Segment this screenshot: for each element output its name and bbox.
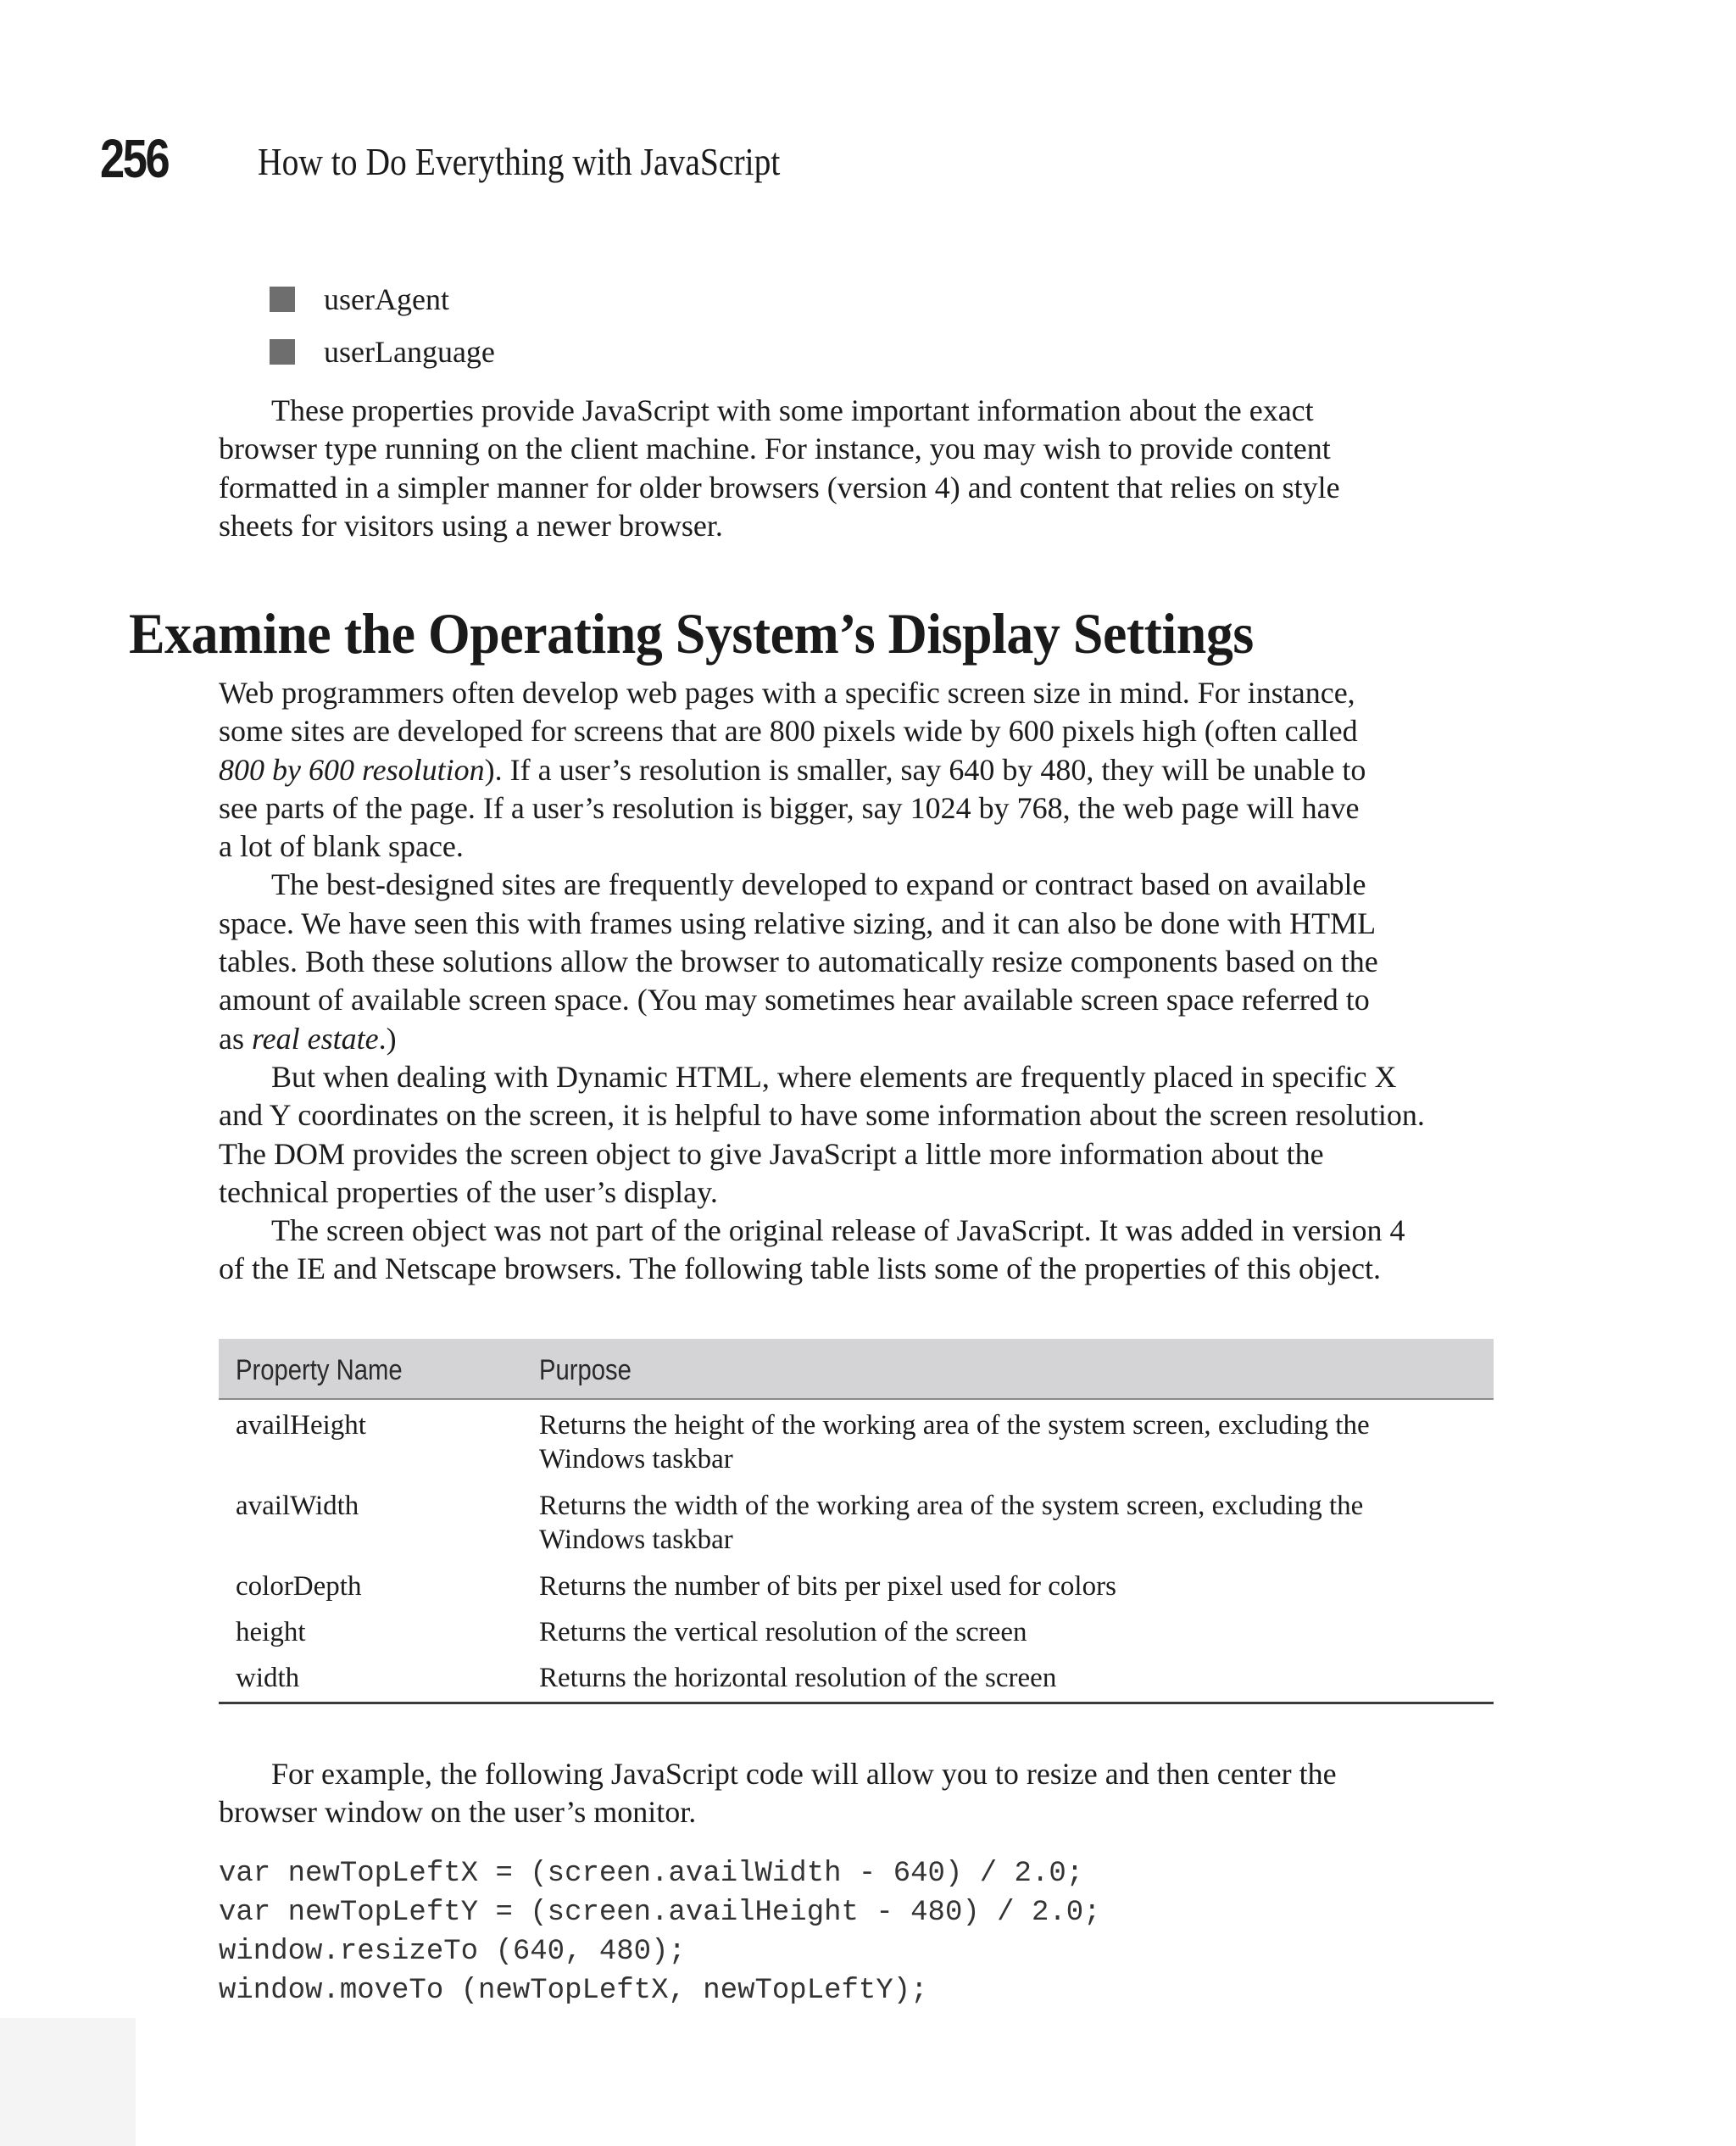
text-line: see parts of the page. If a user’s resolution is bigger, say 1024 by 768, the web page will have	[219, 790, 1360, 825]
text-line	[219, 1020, 1490, 1058]
book-title: How to Do Everything with JavaScript	[258, 140, 781, 183]
text-line: formatted in a simpler manner for older browsers (version 4) and content that relies on style	[219, 470, 1340, 504]
text-span: .)	[378, 1021, 397, 1056]
table-row	[219, 1485, 1494, 1566]
code-line: var newTopLeftY = (screen.availHeight - 480) / 2.0;	[219, 1897, 1101, 1929]
table-row	[219, 1405, 1494, 1485]
text-line: But when dealing with Dynamic HTML, where elements are frequently placed in specific X	[271, 1059, 1397, 1094]
purpose-cell-continuation: Windows taskbar	[539, 1524, 733, 1555]
table-row	[219, 1658, 1494, 1703]
section-body	[219, 674, 1490, 1289]
text-line: of the IE and Netscape browsers. The following table lists some of the properties of this object.	[219, 1251, 1381, 1286]
purpose-cell: Returns the number of bits per pixel used for colors	[539, 1571, 1116, 1602]
list-item-text: userAgent	[324, 282, 449, 316]
text-line: and Y coordinates on the screen, it is helpful to have some information about the screen resolution.	[219, 1098, 1425, 1133]
page-number: 256	[100, 128, 169, 189]
text-span: as	[219, 1021, 252, 1056]
text-line: tables. Both these solutions allow the browser to automatically resize components based on the	[219, 945, 1378, 979]
property-name-cell: colorDepth	[236, 1571, 362, 1602]
text-line: The screen object was not part of the original release of JavaScript. It was added in version 4	[271, 1213, 1405, 1248]
property-name-cell: availHeight	[236, 1410, 366, 1441]
table-header	[219, 1339, 1494, 1400]
purpose-cell: Returns the vertical resolution of the screen	[539, 1617, 1027, 1647]
property-name-cell: availWidth	[236, 1491, 359, 1521]
code-line: window.moveTo (newTopLeftX, newTopLeftY);	[219, 1975, 928, 2007]
bullet-square-icon	[270, 287, 295, 312]
table-row	[219, 1566, 1494, 1612]
example-paragraph	[219, 1755, 1490, 1832]
text-line: The DOM provides the screen object to give JavaScript a little more information about the	[219, 1136, 1324, 1171]
list-item-text: userLanguage	[324, 335, 495, 369]
text-line: browser window on the user’s monitor.	[219, 1795, 697, 1830]
italic-term: 800 by 600 resolution	[219, 752, 485, 787]
list-item	[270, 273, 495, 326]
section-heading: Examine the Operating System’s Display Settings	[129, 601, 1254, 666]
column-header-purpose: Purpose	[539, 1354, 632, 1386]
text-span: ). If a user’s resolution is smaller, say 640 by 480, they will be unable to	[484, 752, 1366, 787]
italic-term: real estate	[252, 1021, 379, 1056]
code-line: window.resizeTo (640, 480);	[219, 1936, 686, 1968]
column-header-property-name: Property Name	[236, 1354, 403, 1386]
purpose-cell: Returns the height of the working area of the system screen, excluding the	[539, 1410, 1370, 1441]
bullet-list	[270, 273, 495, 378]
text-line	[219, 751, 1490, 789]
intro-paragraph	[219, 392, 1490, 545]
list-item	[270, 326, 495, 378]
code-line: var newTopLeftX = (screen.availWidth - 640) / 2.0;	[219, 1858, 1084, 1890]
purpose-cell: Returns the horizontal resolution of the screen	[539, 1663, 1057, 1693]
scan-shadow	[0, 2018, 136, 2146]
text-line: These properties provide JavaScript with some important information about the exact	[271, 393, 1314, 427]
purpose-cell-continuation: Windows taskbar	[539, 1444, 733, 1474]
property-name-cell: height	[236, 1617, 306, 1647]
table-body	[219, 1400, 1494, 1703]
bullet-square-icon	[270, 339, 295, 365]
text-line: a lot of blank space.	[219, 829, 464, 864]
purpose-cell: Returns the width of the working area of the system screen, excluding the	[539, 1491, 1364, 1521]
text-line: Web programmers often develop web pages with a specific screen size in mind. For instance,	[219, 676, 1355, 710]
table-bottom-rule	[219, 1702, 1494, 1704]
text-line: amount of available screen space. (You may sometimes hear available screen space referred to	[219, 983, 1370, 1017]
code-block	[219, 1854, 1101, 2010]
text-line: space. We have seen this with frames using relative sizing, and it can also be done with HTML	[219, 906, 1377, 940]
text-line: For example, the following JavaScript code will allow you to resize and then center the	[271, 1757, 1337, 1791]
text-line: sheets for visitors using a newer browser.	[219, 508, 723, 543]
property-name-cell: width	[236, 1663, 300, 1693]
text-line: some sites are developed for screens that are 800 pixels wide by 600 pixels high (often called	[219, 714, 1358, 749]
text-line: The best-designed sites are frequently developed to expand or contract based on available	[271, 867, 1366, 902]
text-line: technical properties of the user’s display.	[219, 1174, 718, 1209]
properties-table	[219, 1339, 1494, 1703]
table-row	[219, 1612, 1494, 1658]
text-line: browser type running on the client machine. For instance, you may wish to provide content	[219, 432, 1331, 466]
